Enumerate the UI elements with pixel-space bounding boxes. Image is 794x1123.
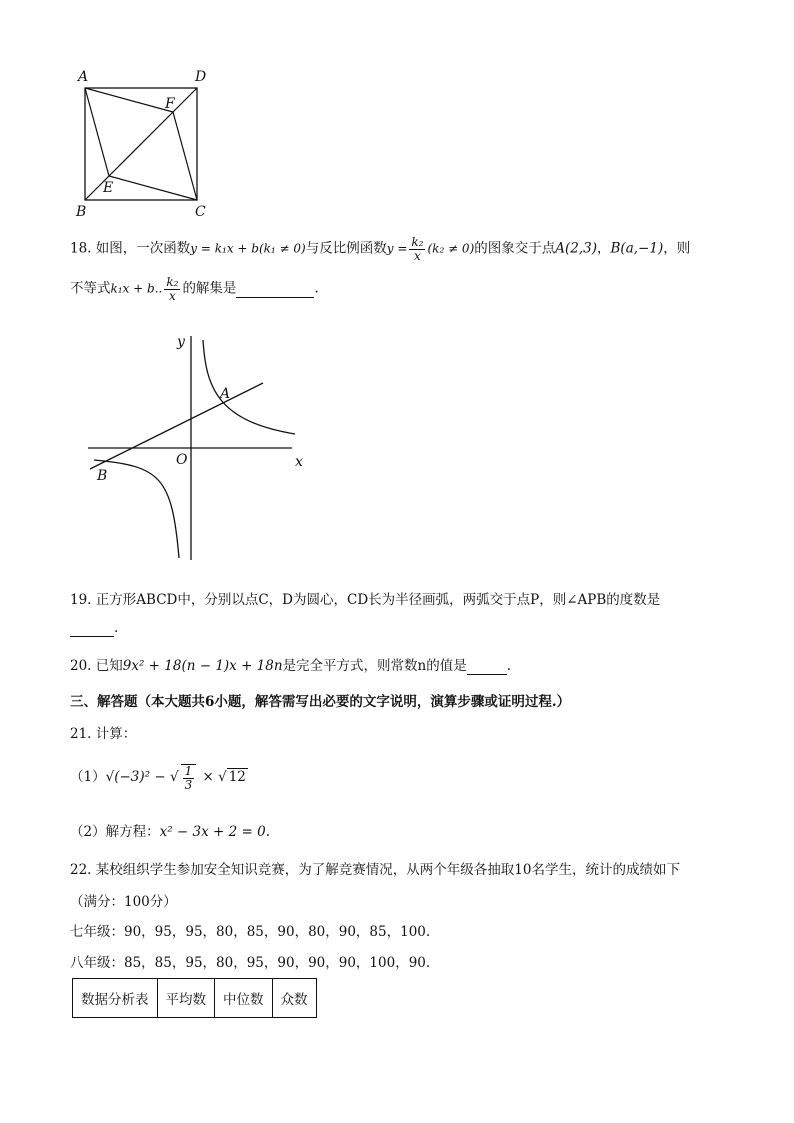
label-point-b: B — [97, 468, 108, 484]
q22-line2: （满分：100分） — [70, 894, 177, 910]
label-c: C — [195, 204, 206, 220]
q21-p1-times: × — [202, 769, 214, 786]
q18-line2-suffix: 的解集是 — [182, 280, 237, 297]
label-o: O — [176, 452, 188, 468]
q21-p1-sqrt12: √ 12 — [218, 769, 246, 786]
q20-answer-blank[interactable] — [467, 658, 507, 675]
q18-ineq-num: k₂ — [166, 275, 179, 289]
q18-func2-den: x — [414, 248, 421, 263]
q19-end: . — [114, 620, 119, 636]
stats-header-cell: 平均数 — [157, 979, 215, 1018]
q18-answer-blank[interactable] — [236, 281, 314, 298]
label-d: D — [195, 69, 207, 85]
q18-func2-cond: (k₂ ≠ 0) — [427, 241, 475, 256]
q21-p1-label: （1） — [70, 769, 106, 786]
section3-heading: 三、解答题（本大题共6小题，解答需写出必要的文字说明，演算步骤或证明过程.） — [70, 694, 571, 710]
q20-line — [70, 654, 511, 675]
stats-table-header-row — [73, 979, 317, 1018]
q18-line2-prefix: 不等式 — [70, 280, 111, 297]
stats-header-cell: 中位数 — [215, 979, 273, 1018]
q18-ineq-den: x — [169, 288, 176, 303]
segment-ae — [85, 88, 109, 176]
q18-func2-num: k₂ — [411, 235, 424, 249]
q22-line1 — [70, 858, 680, 878]
q18-line2 — [70, 276, 319, 302]
q21-p1-sqrt-frac: √ $\frac{1}{3}$ — [170, 769, 198, 785]
label-point-a: A — [220, 386, 231, 402]
label-x: x — [295, 454, 303, 470]
q20-prefix: 已知 — [95, 658, 123, 674]
q18-end: . — [314, 280, 319, 297]
q18-func2-lhs: y = — [386, 241, 408, 256]
label-e: E — [103, 180, 114, 196]
q22-number: 22. — [70, 862, 92, 878]
label-y: y — [177, 334, 185, 350]
function-graph — [80, 326, 320, 566]
q22-grade7: 七年级：90，95，95，80，85，90，80，90，85，100. — [70, 924, 431, 940]
q19-line2 — [70, 620, 118, 637]
q18-ineq-frac — [164, 276, 180, 302]
q18-text-a: 如图，一次函数 — [95, 240, 191, 257]
q21-part2 — [70, 820, 270, 840]
q18-line1 — [70, 236, 690, 262]
q20-suffix: 是完全平方式，则常数n的值是 — [282, 658, 467, 674]
q18-ineq-lhs: k₁x + b.. — [110, 281, 163, 296]
hyperbola-branch-q1 — [203, 340, 295, 434]
q18-func1: y = k₁x + b(k₁ ≠ 0) — [190, 241, 306, 256]
q22-grade8: 八年级：85，85，95，80，95，90，90，90，100，90. — [70, 955, 431, 971]
q19-line1 — [70, 588, 660, 608]
q21-title: 计算： — [95, 726, 137, 742]
segment-af — [85, 88, 173, 112]
q20-number: 20. — [70, 658, 92, 674]
q21-part1 — [70, 764, 248, 791]
square-figure — [70, 64, 220, 224]
q18-point-a: A(2,3) — [555, 240, 598, 257]
q19-text: 正方形ABCD中，分别以点C，D为圆心，CD长为半径画弧，两弧交于点P，则∠APB的度数是 — [95, 592, 661, 608]
stats-header-cell: 数据分析表 — [73, 979, 158, 1018]
q21-p1-frac-num: 1 — [184, 764, 193, 778]
q18-number: 18. — [70, 240, 92, 257]
q20-expr: 9x² + 18(n − 1)x + 18n — [122, 658, 283, 674]
q21-p2-label: （2）解方程： — [70, 824, 160, 840]
stats-table — [72, 978, 317, 1018]
q18-func2-frac — [409, 236, 425, 262]
segment-fc — [173, 112, 197, 200]
q18-text-b: 与反比例函数 — [305, 240, 387, 257]
q19-answer-blank[interactable] — [70, 620, 114, 637]
label-b: B — [76, 204, 87, 220]
q21-p1-frac-den: 3 — [184, 777, 193, 792]
q21-p1-frac — [181, 764, 197, 791]
q21-p1-sqrt12-val: 12 — [228, 769, 246, 786]
q21-p2-end: . — [265, 824, 270, 840]
label-a: A — [78, 69, 89, 85]
q21-p1-minus: − — [154, 769, 166, 786]
q18-text-c: 的图象交于点 — [474, 240, 556, 257]
q19-number: 19. — [70, 592, 92, 608]
q21-p1-expr-a: √(−3)² — [105, 769, 151, 786]
q21-number: 21. — [70, 726, 92, 742]
q18-point-b: B(a,−1) — [610, 240, 664, 257]
q18-sep: ， — [597, 240, 611, 257]
segment-ec — [109, 176, 197, 200]
stats-header-cell: 众数 — [272, 979, 316, 1018]
q21-p2-expr: x² − 3x + 2 = 0 — [159, 824, 266, 840]
q20-end: . — [506, 658, 512, 674]
label-f: F — [165, 96, 175, 112]
q21-title-line — [70, 722, 136, 742]
diagonal-bd — [85, 88, 197, 200]
q18-text-d: ，则 — [663, 240, 691, 257]
q22-text1: 某校组织学生参加安全知识竞赛，为了解竞赛情况，从两个年级各抽取10名学生，统计的成绩如下 — [95, 862, 680, 878]
